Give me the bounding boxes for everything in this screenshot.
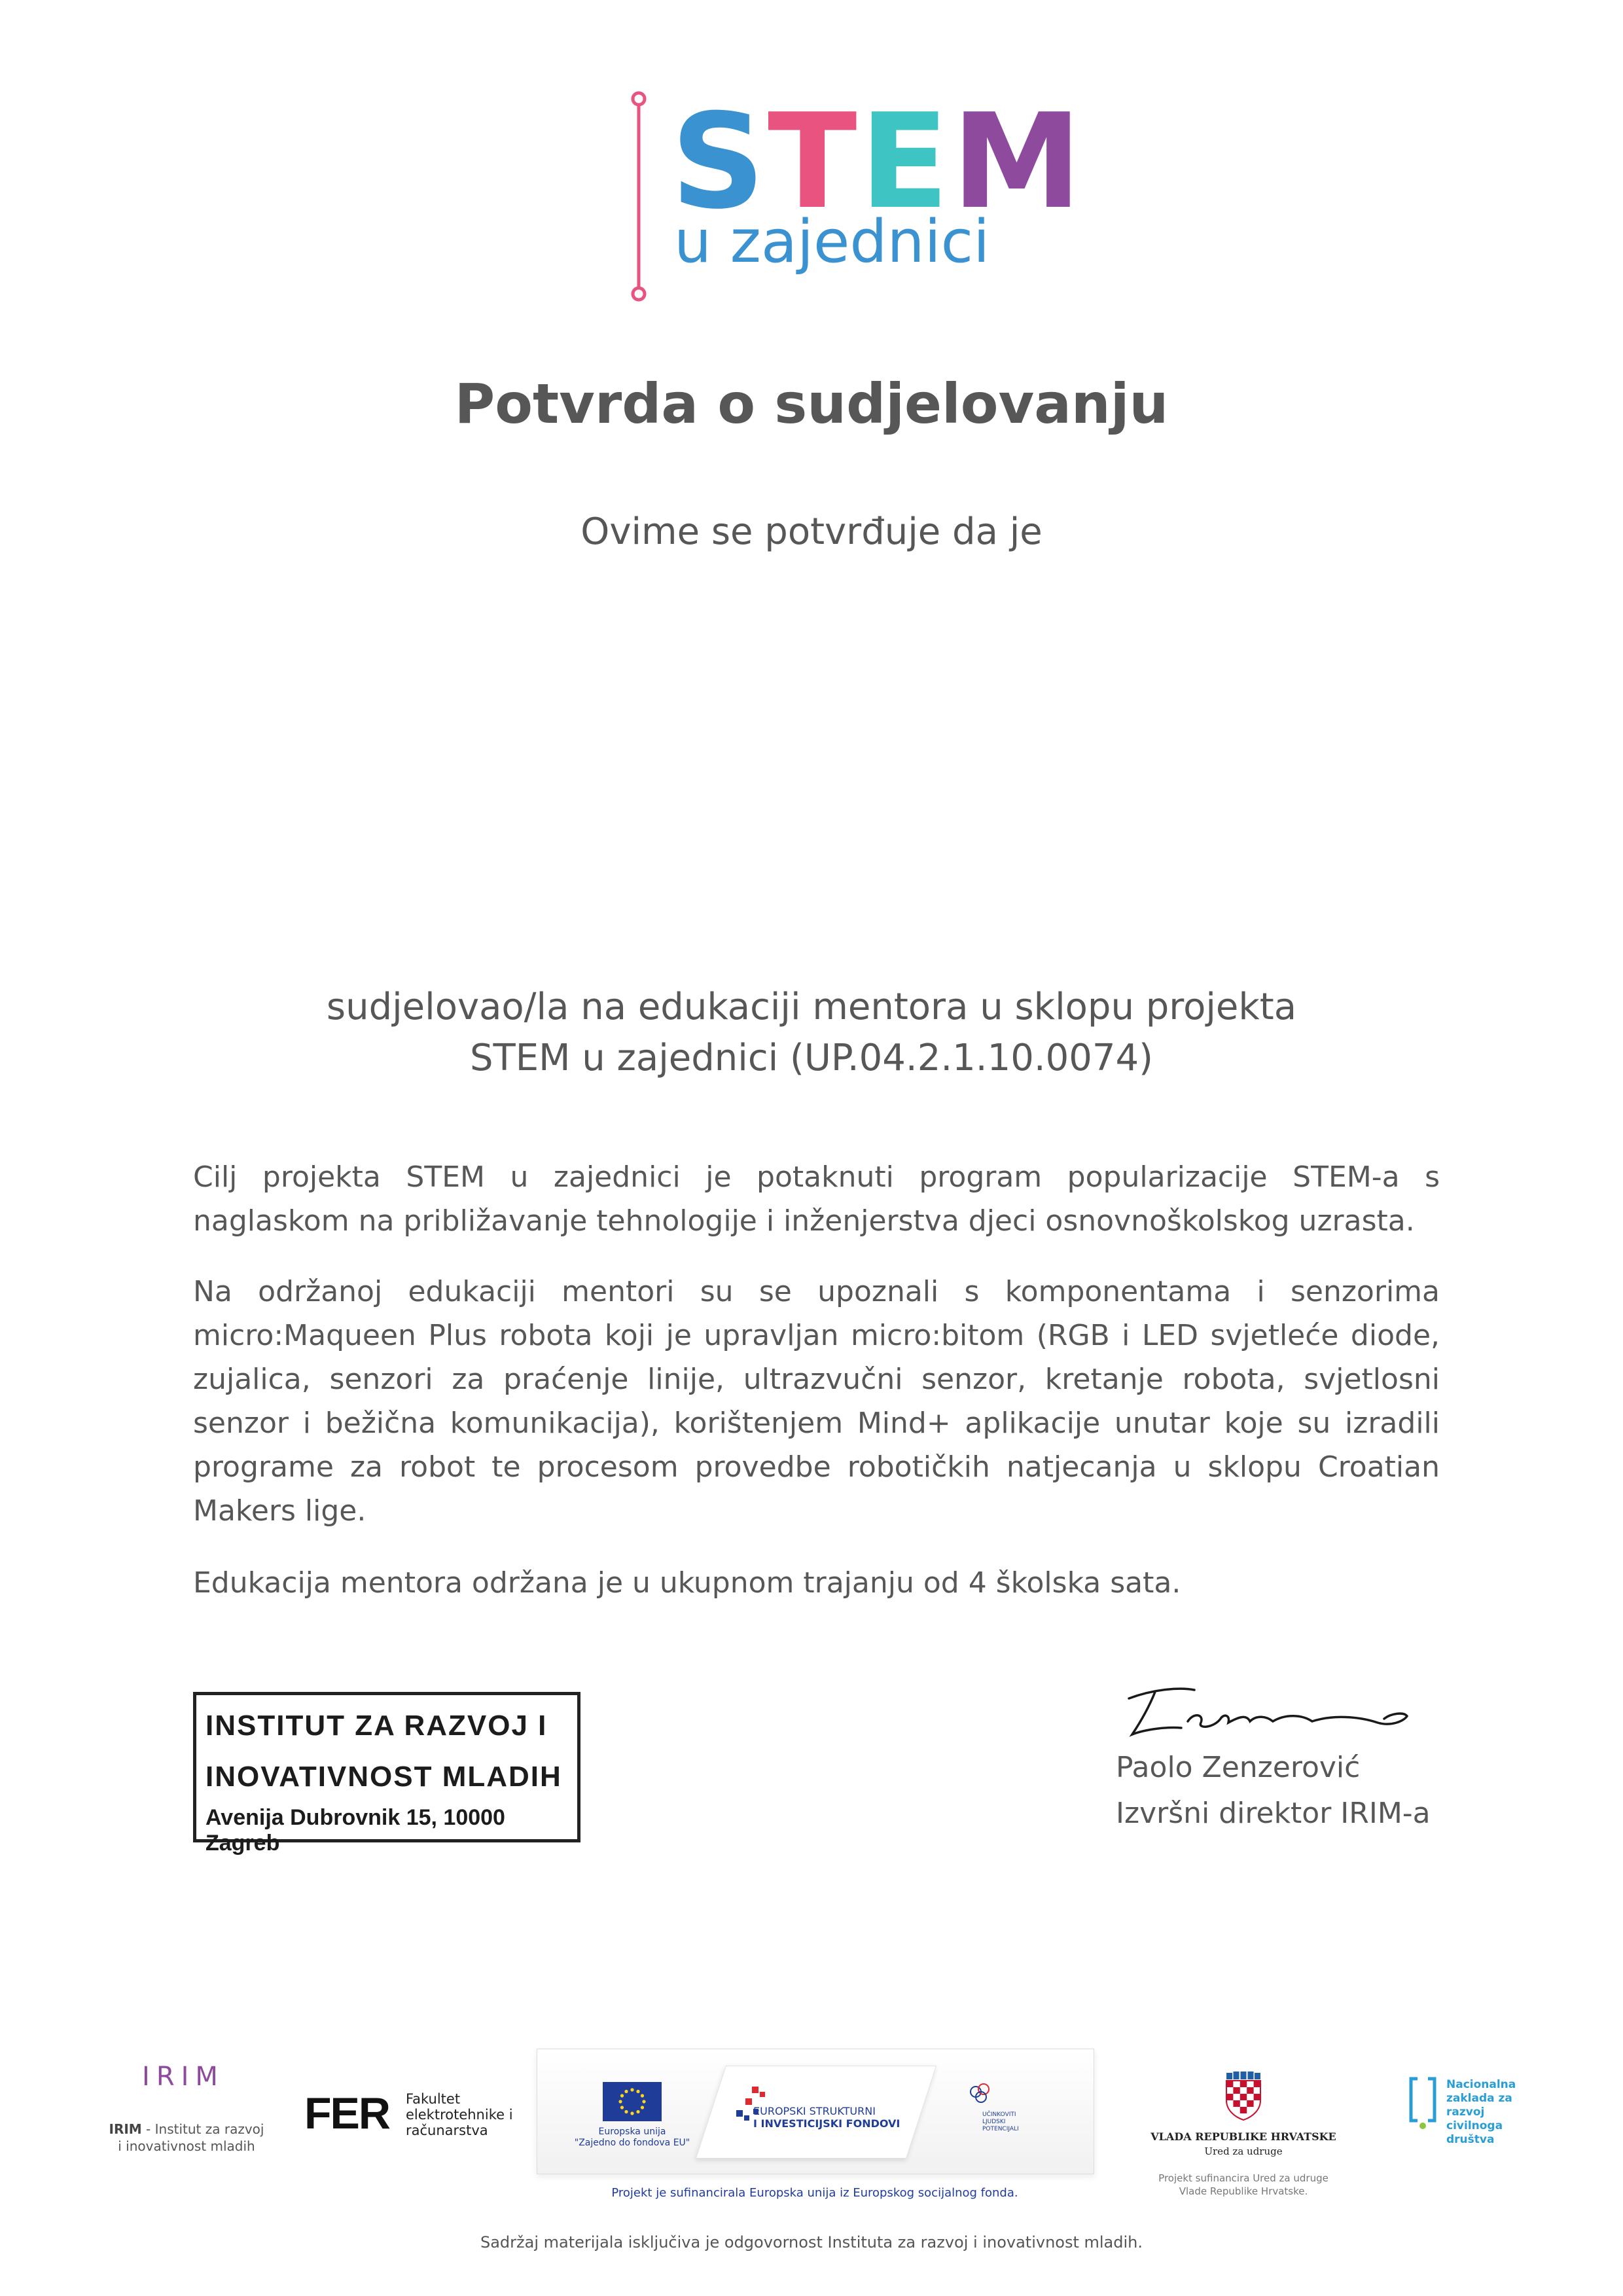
disclaimer-text: Sadržaj materijala isključiva je odgovornost Instituta za razvoj i inovativnost mladih. <box>480 2233 1143 2251</box>
event-line-2: STEM u zajednici (UP.04.2.1.10.0074) <box>469 1037 1154 1079</box>
eu-funding-note: Projekt je sufinancirala Europska unija iz Europskog socijalnog fonda. <box>611 2186 1018 2200</box>
esif-line1: EUROPSKI STRUKTURNI <box>753 2105 876 2117</box>
paragraph-goal: Cilj projekta STEM u zajednici je potaknuti program popularizacije STEM-a s naglaskom na približavanje tehnologije i inženjerstva djeci osnovnoškolskog uzrasta. <box>193 1160 1440 1238</box>
fer-caption <box>406 2091 513 2138</box>
logo-letter-m: M <box>952 86 1085 238</box>
eu-caption-line1: Europska unija <box>598 2126 666 2137</box>
paragraph-duration: Edukacija mentora održana je u ukupnom trajanju od 4 školska sata. <box>193 1566 1181 1600</box>
page-title: Potvrda o sudjelovanju <box>454 372 1169 436</box>
logo-subtitle: u zajednici <box>674 207 990 276</box>
fer-caption-line1: Fakultet <box>406 2091 461 2107</box>
fer-caption-line2: elektrotehnike i <box>406 2107 513 2123</box>
nzrcd-line2: zaklada za <box>1446 2092 1512 2105</box>
government-funding-note <box>1126 2172 1361 2198</box>
nzrcd-line4: civilnoga <box>1446 2119 1503 2132</box>
croatian-coat-of-arms-icon <box>1224 2072 1263 2121</box>
nzrcd-line3: razvoj <box>1446 2106 1485 2119</box>
irim-logo-mark: IRIM <box>142 2062 224 2092</box>
intro-text: Ovime se potvrđuje da je <box>580 511 1043 553</box>
logo-letter-s: S <box>671 86 768 238</box>
irim-caption <box>92 2121 281 2155</box>
government-note-line2: Vlade Republike Hrvatske. <box>1179 2185 1308 2197</box>
esf-text <box>982 2111 1019 2133</box>
signature-image <box>1116 1676 1417 1748</box>
fer-caption-line3: računarstva <box>406 2123 488 2138</box>
logo-rail-icon <box>632 92 646 301</box>
fer-logo <box>304 2091 389 2136</box>
eu-funding-strip <box>537 2049 1094 2174</box>
logo-letter-t: T <box>768 86 860 238</box>
esf-line2: LJUDSKI <box>982 2119 1006 2125</box>
event-description <box>0 982 1623 1084</box>
stamp-line-1: INSTITUT ZA RAZVOJ I <box>205 1710 548 1742</box>
irim-caption-bold: IRIM <box>109 2121 142 2137</box>
government-title: VLADA REPUBLIKE HRVATSKE <box>1150 2130 1336 2143</box>
institution-stamp <box>193 1692 580 1856</box>
logo-letter-e: E <box>859 86 952 238</box>
nzrcd-bracket-icon <box>1407 2075 1438 2130</box>
stamp-line-2: INOVATIVNOST MLADIH <box>205 1761 562 1793</box>
government-office: Ured za udruge <box>1204 2145 1283 2157</box>
signer-name: Paolo Zenzerović <box>1116 1751 1361 1784</box>
esf-line1: UČINKOVITI <box>982 2111 1016 2118</box>
stamp-line-3: Avenija Dubrovnik 15, 10000 Zagreb <box>205 1805 505 1856</box>
paragraph-content: Na održanoj edukaciji mentori su se upoznali s komponentama i senzorima micro:Maqueen Plus robota koji je upravljan micro:bitom (RGB i LED svjetleće diode, zujalica, senzori za praćenje linije, ultrazvučni senzor, kretanje robota, svjetlosni senzor i bežična komunikacija), korištenjem Mind+ aplikacije unutar koje su izradili programe za robot te procesom provedbe robotičkih natjecanja u sklopu Croatian Makers lige. <box>193 1275 1440 1528</box>
nzrcd-caption <box>1446 2078 1516 2147</box>
irim-logo <box>108 2062 259 2092</box>
eu-caption-line2: "Zajedno do fondova EU" <box>574 2138 690 2148</box>
esif-line2: I INVESTICIJSKI FONDOVI <box>753 2117 901 2130</box>
esf-line3: POTENCIJALI <box>982 2126 1019 2132</box>
government-note-line1: Projekt sufinancira Ured za udruge <box>1158 2172 1329 2184</box>
signer-role: Izvršni direktor IRIM-a <box>1116 1797 1431 1830</box>
nzrcd-line1: Nacionalna <box>1446 2078 1516 2091</box>
eu-flag-icon <box>603 2082 662 2121</box>
irim-caption-rest: - Institut za razvoj <box>141 2121 264 2137</box>
irim-caption-line2: i inovativnost mladih <box>118 2138 255 2154</box>
nzrcd-line5: društva <box>1446 2133 1495 2146</box>
eu-caption <box>563 2126 701 2149</box>
event-line-1: sudjelovao/la na edukaciji mentora u sklopu projekta <box>326 986 1297 1028</box>
esif-text <box>753 2105 900 2130</box>
fer-logo-mark: FER <box>304 2089 389 2138</box>
